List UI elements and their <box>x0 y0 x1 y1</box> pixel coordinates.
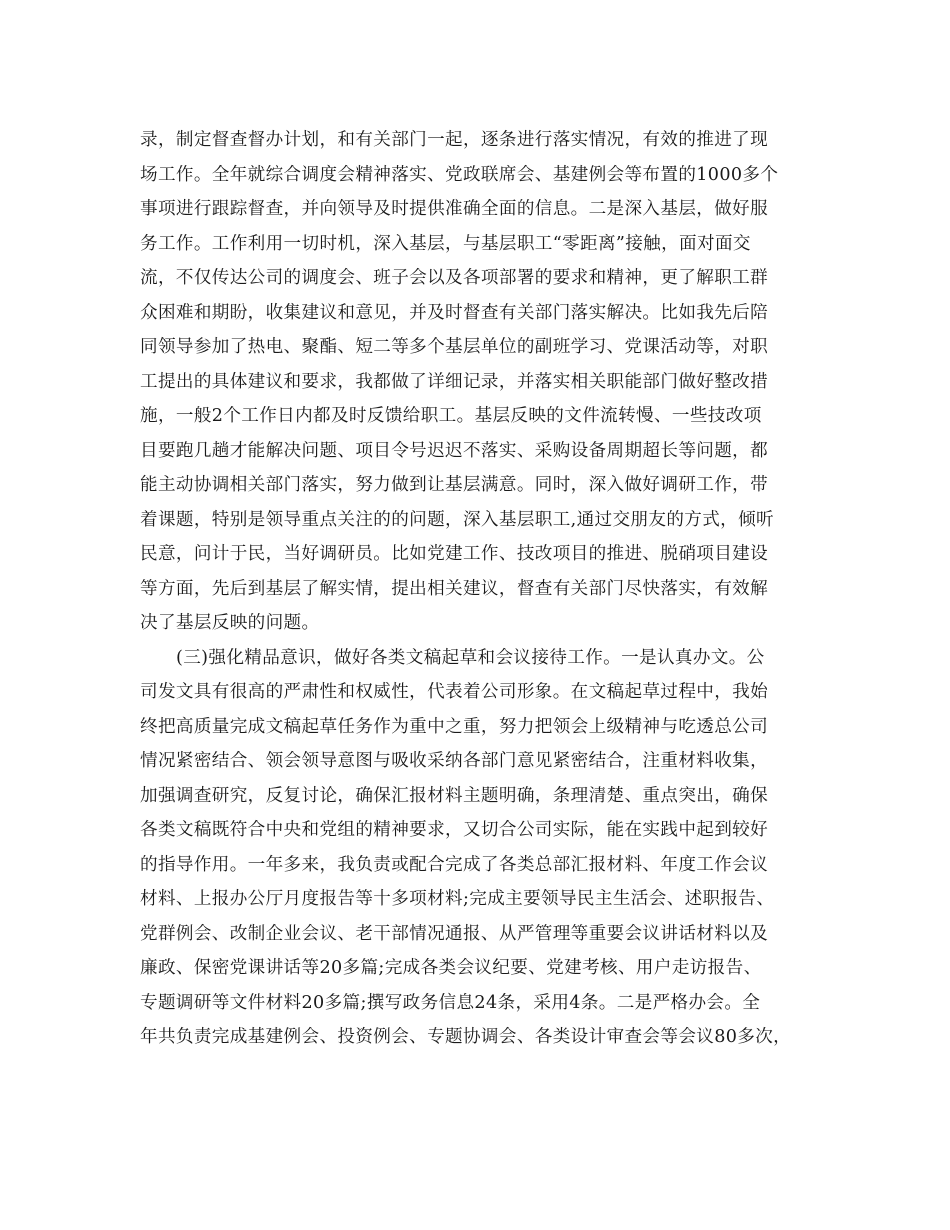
text-line: 录，制定督查督办计划，和有关部门一起，逐条进行落实情况，有效的推进了现 <box>140 130 769 150</box>
text-line: 廉政、保密党课讲话等20多篇;完成各类会议纪要、党建考核、用户走访报告、 <box>140 958 762 978</box>
text-line: 专题调研等文件材料20多篇;撰写政务信息24条，采用4条。二是严格办会。全 <box>140 992 761 1013</box>
text-line: 能主动协调相关部门落实，努力做到让基层满意。同时，深入做好调研工作，带 <box>140 475 769 495</box>
text-line: 着课题，特别是领导重点关注的的问题，深入基层职工,通过交朋友的方式，倾听 <box>140 509 774 530</box>
body-text <box>140 123 822 1055</box>
text-line: 年共负责完成基建例会、投资例会、专题协调会、各类设计审查会等会议80多次， <box>140 1027 792 1047</box>
text-line: 目要跑几趟才能解决问题、项目令号迟迟不落实、采购设备周期超长等问题，都 <box>140 440 769 461</box>
text-line: 众困难和期盼，收集建议和意见，并及时督查有关部门落实解决。比如我先后陪 <box>140 302 769 323</box>
text-line: 决了基层反映的问题。 <box>140 613 320 633</box>
text-line: 施，一般2个工作日内都及时反馈给职工。基层反映的文件流转慢、一些技改项 <box>140 406 762 426</box>
text-line: 党群例会、改制企业会议、老干部情况通报、从严管理等重要会议讲话材料以及 <box>140 923 769 944</box>
text-line: 等方面，先后到基层了解实情，提出相关建议，督查有关部门尽快落实，有效解 <box>140 578 769 599</box>
text-line: 民意，问计于民，当好调研员。比如党建工作、技改项目的推进、脱硝项目建设 <box>140 544 769 564</box>
section-heading-line: (三)强化精品意识，做好各类文稿起草和会议接待工作。一是认真办文。公 <box>176 647 765 668</box>
text-line: 终把高质量完成文稿起草任务作为重中之重，努力把领会上级精神与吃透总公司 <box>140 716 769 737</box>
text-line: 情况紧密结合、领会领导意图与吸收采纳各部门意见紧密结合，注重材料收集， <box>140 751 769 771</box>
text-line: 加强调查研究，反复讨论，确保汇报材料主题明确，条理清楚、重点突出，确保 <box>140 785 769 806</box>
text-line: 工提出的具体建议和要求，我都做了详细记录，并落实相关职能部门做好整改措 <box>140 371 769 392</box>
text-line: 流，不仅传达公司的调度会、班子会以及各项部署的要求和精神，更了解职工群 <box>140 268 769 288</box>
text-line: 各类文稿既符合中央和党组的精神要求，又切合公司实际，能在实践中起到较好 <box>140 820 769 840</box>
text-line: 司发文具有很高的严肃性和权威性，代表着公司形象。在文稿起草过程中，我始 <box>140 682 769 702</box>
text-line: 事项进行跟踪督查，并向领导及时提供准确全面的信息。二是深入基层，做好服 <box>140 199 769 219</box>
text-line: 的指导作用。一年多来，我负责或配合完成了各类总部汇报材料、年度工作会议 <box>140 854 769 875</box>
text-line: 务工作。工作利用一切时机，深入基层，与基层职工“零距离”接触，面对面交 <box>140 233 751 254</box>
text-line: 同领导参加了热电、聚酯、短二等多个基层单位的副班学习、党课活动等，对职 <box>140 337 769 357</box>
text-line: 材料、上报办公厅月度报告等十多项材料;完成主要领导民主生活会、述职报告、 <box>140 889 775 909</box>
text-line: 场工作。全年就综合调度会精神落实、党政联席会、基建例会等布置的1000多个 <box>140 164 779 185</box>
